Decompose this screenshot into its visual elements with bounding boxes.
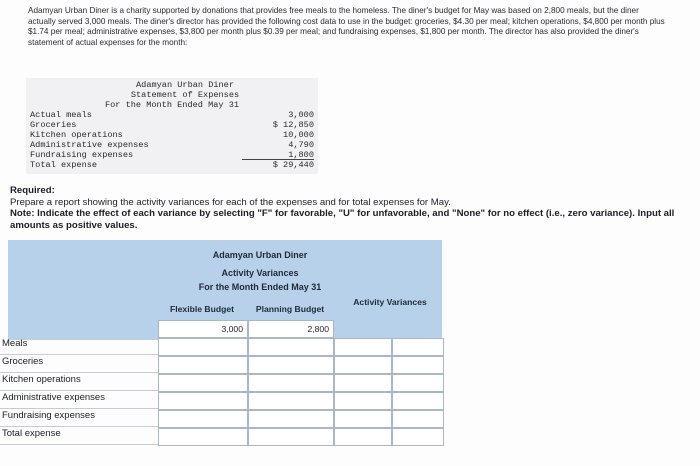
total-planning-input[interactable] [248,410,334,428]
groceries-effect-select[interactable] [392,338,444,356]
meals-planning-budget[interactable]: 2,800 [248,320,334,338]
statement-row-total [30,160,314,170]
admin-effect-select[interactable] [392,374,444,392]
statement-row-amount: 10,000 [283,130,314,140]
statement-row-amount: 3,000 [288,110,314,120]
row-label-total-expense: Total expense [2,428,61,439]
problem-description: Adamyan Urban Diner is a charity supported by donations that provides free meals to the homeless. The diner's budget for May was based on 2,800 meals, but the diner actually served 3,000 meals. The diner's director has provided the following cost data to use in the budget: groceries, $4.30 per meal; kitchen operations, $4,800 per month plus $1.74 per meal; administrative expenses, $3,800 per month plus $0.39 per meal; and fundraising expenses, $1,800 per month. The director has also provided the diner's statement of actual expenses for the month: [28,6,665,47]
statement-row [30,130,314,140]
statement-row-amount: $ 12,850 [272,120,314,130]
report-period: For the Month Ended May 31 [198,282,322,292]
statement-row-label: Kitchen operations [30,130,123,140]
row-label-administrative-expenses: Administrative expenses [2,392,105,403]
required-note: Note: Indicate the effect of each variance by selecting "F" for favorable, "U" for unfavorable, and "None" for no effect (i.e., zero variance). Input all amounts as positive values. [10,208,675,231]
row-label-meals: Meals [2,338,28,349]
kitchen-effect-select[interactable] [392,356,444,374]
statement-row-label: Administrative expenses [30,140,149,150]
groceries-flexible-input[interactable] [158,338,248,356]
statement-row [30,110,314,120]
statement-of-expenses [26,78,318,174]
statement-row [30,150,314,160]
kitchen-variance-input[interactable] [334,356,392,374]
statement-row-amount: $ 29,440 [272,160,314,170]
statement-row-amount: 4,790 [288,140,314,150]
kitchen-flexible-input[interactable] [158,356,248,374]
statement-row-label: Groceries [30,120,77,130]
total-expense-effect-select[interactable] [392,428,444,446]
total-flexible-input[interactable] [158,410,248,428]
row-label-groceries: Groceries [2,356,44,367]
required-section [10,185,690,231]
kitchen-planning-input[interactable] [248,356,334,374]
row-label-fundraising-expenses: Fundraising expenses [2,410,95,421]
fundraising-variance-input[interactable] [334,392,392,410]
fundraising-effect-select[interactable] [392,392,444,410]
fundraising-flexible-input[interactable] [158,392,248,410]
required-heading: Required: [10,185,55,196]
statement-row-amount: 1,800 [242,150,314,160]
activity-variance-report [0,240,700,466]
total-variance-input[interactable] [334,410,392,428]
total-expense-variance-input[interactable] [334,428,392,446]
total-expense-flexible-input[interactable] [158,428,248,446]
required-text: Prepare a report showing the activity variances for each of the expenses and for total expenses for May. [10,196,451,208]
statement-row-label: Fundraising expenses [30,150,134,160]
admin-variance-input[interactable] [334,374,392,392]
total-expense-planning-input[interactable] [248,428,334,446]
groceries-planning-input[interactable] [248,338,334,356]
report-title: Adamyan Urban Diner [212,250,308,260]
fundraising-planning-input[interactable] [248,392,334,410]
statement-row [30,140,314,150]
statement-row [30,120,314,130]
statement-row-label: Total expense [30,160,98,170]
statement-row-label: Actual meals [30,110,92,120]
col-header-planning-budget: Planning Budget [255,304,325,314]
statement-subtitle: Statement of Expenses [130,90,240,100]
admin-flexible-input[interactable] [158,374,248,392]
meals-flexible-budget[interactable]: 3,000 [158,320,248,338]
col-header-activity-variances: Activity Variances [353,297,427,307]
report-subtitle: Activity Variances [221,268,299,278]
col-header-flexible-budget: Flexible Budget [170,304,234,314]
statement-period: For the Month Ended May 31 [104,100,240,110]
total-effect-select[interactable] [392,410,444,428]
statement-title: Adamyan Urban Diner [136,80,234,90]
admin-planning-input[interactable] [248,374,334,392]
row-label-kitchen-operations: Kitchen operations [2,374,81,385]
groceries-variance-input[interactable] [334,338,392,356]
